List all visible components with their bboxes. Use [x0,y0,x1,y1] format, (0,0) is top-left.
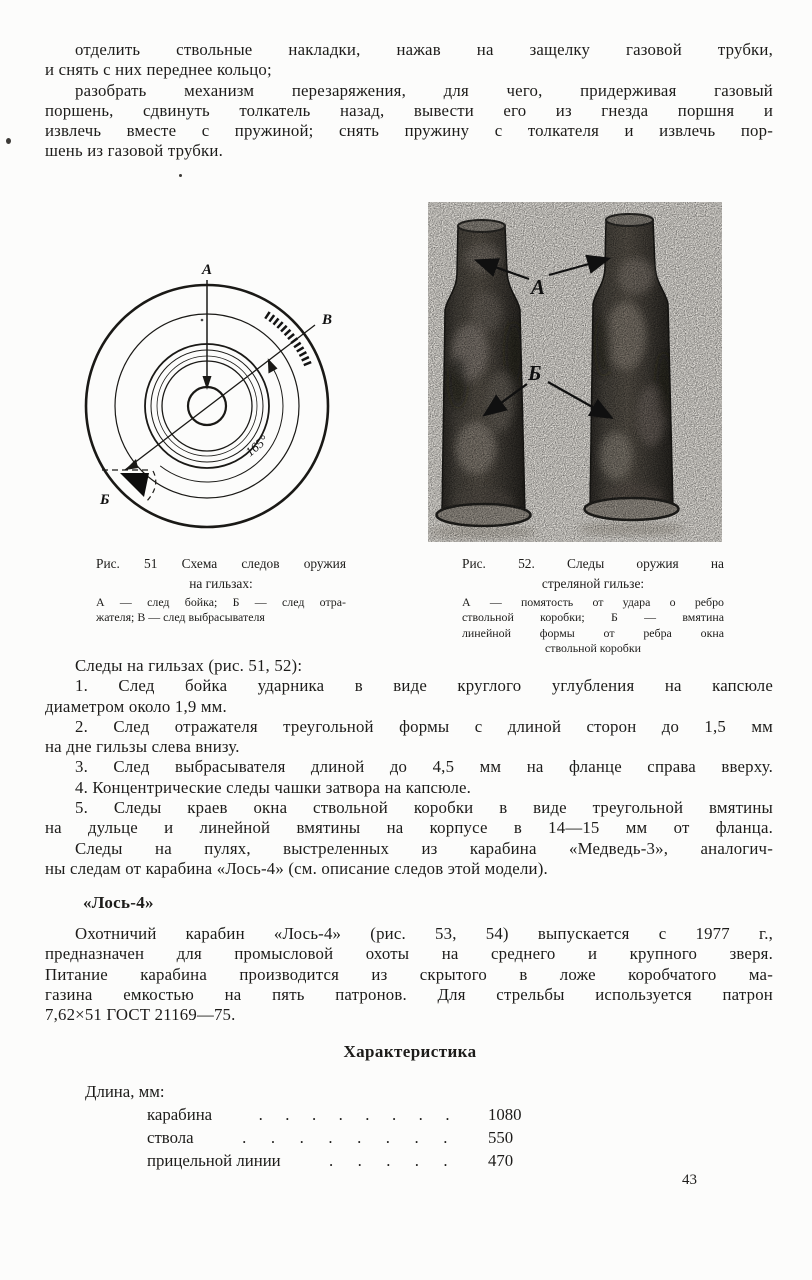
row-value: 550 [488,1128,514,1147]
label-B: Б [528,361,542,385]
halftone-grain [428,202,722,542]
leader-dot: . [418,1105,423,1124]
leader-dot: . [270,1128,276,1147]
leader-dot: . [443,1151,448,1170]
text-line: Охотничий карабин «Лось-4» (рис. 53, 54) выпускается с 1977 г., [75,924,773,943]
page-number: 43 [682,1172,697,1188]
text-line: газина емкостью на пять патронов. Для стрельбы используется патрон [45,984,773,1004]
text-line: ствольной коробки [545,641,641,656]
row-label: ствола [147,1128,194,1147]
text-line: 5. Следы краев окна ствольной коробки в виде треугольной вмятины [75,798,773,818]
label-A: А [531,275,546,299]
text-line: Следы на гильзах (рис. 51, 52): [75,656,303,675]
caption-title [462,554,724,593]
characteristics-row [85,1126,550,1149]
leader-dot: . [338,1105,343,1124]
text-line: и снять с них переднее кольцо; [45,60,272,80]
figure-52-caption [462,554,724,657]
caption-title [96,554,346,593]
leader-dot: . [285,1105,290,1124]
text-line: Следы на пулях, выстреленных из карабина «Медведь-3», аналогич- [75,838,773,858]
caption-legend [96,595,346,626]
text-line: извлечь вместе с пружиной; снять пружину с толкателя и извлечь пор- [45,121,773,141]
row-label: Длина, мм: [85,1082,165,1101]
leader-dots [212,1103,488,1126]
leader-dot: . [385,1128,390,1147]
text-line: Рис. 51 Схема следов оружия [96,556,346,571]
leader-dot: . [443,1128,448,1147]
axis-arrowhead [125,459,138,470]
leader-dots [281,1149,488,1172]
leader-dot: . [242,1128,247,1147]
leader-dot: . [299,1128,304,1147]
leader-dot: . [328,1128,333,1147]
caption-legend [462,595,724,657]
text-line: 2. След отражателя треугольной формы с длиной сторон до 1,5 мм [75,716,773,736]
figure-51-diagram [70,248,342,548]
characteristics-row [85,1103,550,1126]
text-line: 4. Концентрические следы чашки затвора на капсюле. [75,777,472,797]
text-line: на дульце и линейной вмятины на корпусе в 14—15 мм от фланца. [45,818,773,838]
leader-dot: . [391,1105,397,1124]
text-line: стреляной гильзе: [541,575,645,591]
leader-dot: . [445,1105,450,1124]
scan-speck [201,319,204,322]
text-line: на дне гильзы слева внизу. [45,737,240,757]
text-line: 7,62×51 ГОСТ 21169—75. [45,1005,236,1025]
angle-label: 165° [242,431,271,460]
text-line: отделить ствольные накладки, нажав на защелку газовой трубки, [75,40,773,59]
paragraph-traces [45,656,773,879]
paragraph-disassembly [45,40,773,162]
figure-52-photo [428,202,722,542]
text-line: диаметром около 1,9 мм. [45,696,227,716]
paragraph-los4 [45,924,773,1025]
text-line: А — след бойка; Б — след отра- [96,595,346,609]
row-label: прицельной линии [147,1151,281,1170]
text-line: разобрать механизм перезаряжения, для чего, придерживая газовый [75,80,773,100]
row-label: карабина [147,1105,213,1124]
label-B: Б [100,492,110,508]
extractor-axis-line [125,325,315,470]
leader-dot: . [357,1128,362,1147]
characteristics-table [85,1080,550,1172]
angle-arc-arrowhead [268,358,278,373]
row-value: 470 [488,1151,514,1170]
label-V: В [322,312,333,328]
text-line: поршень, сдвинуть толкатель назад, вывести его из гнезда поршня и [45,100,773,120]
leader-dot: . [357,1151,362,1170]
leader-dot: . [414,1151,419,1170]
leader-dot: . [311,1105,317,1124]
text-line: А — помятость от удара о ребро [462,595,724,609]
leader-dot: . [365,1105,370,1124]
row-value: 1080 [488,1105,522,1124]
text-line: Питание карабина производится из скрытого в ложе коробчатого ма- [45,964,773,984]
extractor-trace-band [266,315,308,367]
characteristics-title: Характеристика [343,1042,477,1061]
scan-speck [179,174,182,177]
leader-dot: . [386,1151,391,1170]
characteristics-row [85,1080,550,1103]
leader-dots [194,1126,488,1149]
text-line: ствольной коробки; Б — вмятина [462,610,724,625]
text-line: Рис. 52. Следы оружия на [462,556,724,571]
leader-dot: . [414,1128,419,1147]
text-line: линейной формы от ребра окна [462,625,724,640]
text-line: 1. След бойка ударника в виде круглого углубления на капсюле [75,676,773,696]
leader-dot: . [329,1151,334,1170]
label-A: А [201,262,213,278]
section-heading-los4: «Лось-4» [83,893,154,912]
text-line: ны следам от карабина «Лось-4» (см. описание следов этой модели). [45,858,548,878]
text-line: предназначен для промысловой охоты на среднего и крупного зверя. [45,944,773,964]
figure-51-caption [96,554,346,626]
characteristics-row [85,1149,550,1172]
text-line: жателя; В — след выбрасывателя [96,610,265,625]
text-line: шень из газовой трубки. [45,141,223,161]
text-line: 3. След выбрасывателя длиной до 4,5 мм на фланце справа вверху. [75,757,773,777]
leader-dot: . [258,1105,263,1124]
text-line: на гильзах: [189,575,253,591]
scan-speck [6,138,11,144]
